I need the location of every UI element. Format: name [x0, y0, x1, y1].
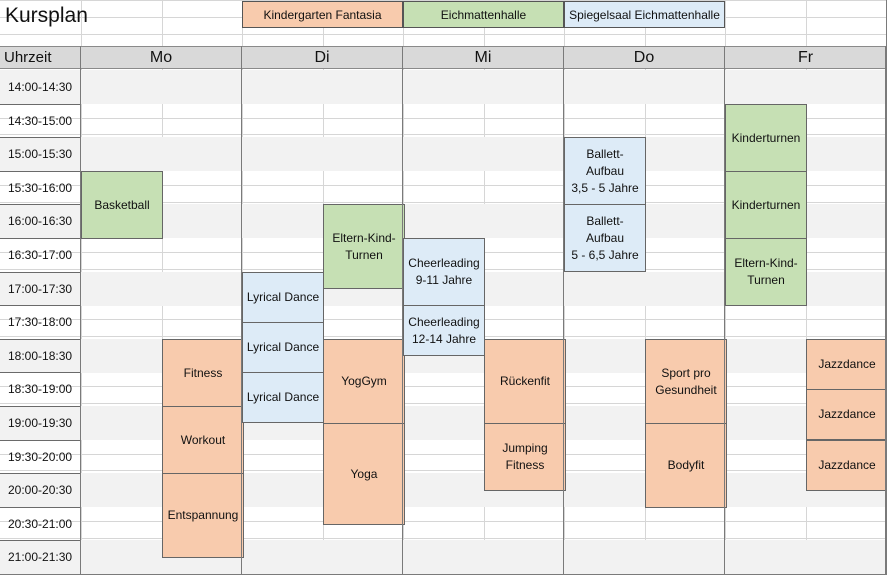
course-block[interactable]: Kinderturnen [725, 171, 807, 239]
row-band [0, 540, 887, 574]
course-block[interactable]: Basketball [81, 171, 163, 239]
day-column-separator [80, 46, 81, 575]
course-block[interactable]: Lyrical Dance [242, 322, 324, 373]
time-slot-label: 18:00-18:30 [8, 349, 73, 363]
time-slot-label: 17:30-18:00 [8, 315, 73, 329]
legend-kindergarten-fantasia: Kindergarten Fantasia [242, 1, 403, 28]
header-day-mi: Mi [474, 48, 492, 66]
legend-eichmattenhalle: Eichmattenhalle [403, 1, 564, 28]
course-block[interactable]: Fitness [162, 339, 244, 407]
course-block[interactable]: Entspannung [162, 473, 244, 558]
course-block[interactable]: Rückenfit [484, 339, 566, 424]
time-slot-label: 20:00-20:30 [8, 483, 73, 497]
time-slot-label: 16:00-16:30 [8, 214, 73, 228]
day-column-separator [885, 46, 886, 575]
course-block[interactable]: Jazzdance [806, 339, 887, 390]
day-column-separator [724, 46, 725, 575]
time-slot-label: 14:30-15:00 [8, 114, 73, 128]
page-title: Kursplan [5, 4, 88, 27]
row-band [0, 473, 887, 507]
course-block[interactable]: Cheerleading 9-11 Jahre [403, 238, 485, 306]
time-slot-label: 21:00-21:30 [8, 550, 73, 564]
course-block[interactable]: Lyrical Dance [242, 272, 324, 323]
time-slot-label: 16:30-17:00 [8, 248, 73, 262]
header-day-do: Do [633, 48, 655, 66]
course-block[interactable]: Eltern-Kind- Turnen [323, 204, 405, 289]
time-slot-label: 18:30-19:00 [8, 382, 73, 396]
row-band [0, 406, 887, 440]
header-time: Uhrzeit [4, 49, 52, 66]
gridline [0, 470, 887, 471]
course-block[interactable]: Eltern-Kind- Turnen [725, 238, 807, 306]
course-block[interactable]: Lyrical Dance [242, 372, 324, 423]
day-column-separator [563, 46, 564, 575]
course-block[interactable]: Ballett- Aufbau 5 - 6,5 Jahre [564, 204, 646, 272]
header-day-mo: Mo [149, 48, 173, 66]
course-block[interactable]: Sport pro Gesundheit [645, 339, 727, 424]
legend-spiegelsaal-eichmattenhalle: Spiegelsaal Eichmattenhalle [564, 1, 725, 28]
course-block[interactable]: Jumping Fitness [484, 423, 566, 491]
course-block[interactable]: Kinderturnen [725, 104, 807, 172]
time-slot-label: 19:30-20:00 [8, 450, 73, 464]
course-block[interactable]: Ballett- Aufbau 3,5 - 5 Jahre [564, 137, 646, 205]
time-slot-label: 14:00-14:30 [8, 80, 73, 94]
time-slot-label: 19:00-19:30 [8, 416, 73, 430]
course-block[interactable]: Bodyfit [645, 423, 727, 508]
course-block[interactable]: Workout [162, 406, 244, 474]
gridline [0, 521, 887, 522]
time-slot-label: 15:00-15:30 [8, 147, 73, 161]
header-day-di: Di [314, 48, 330, 66]
time-slot-label: 15:30-16:00 [8, 181, 73, 195]
course-block[interactable]: YogGym [323, 339, 405, 424]
course-block[interactable]: Jazzdance [806, 440, 887, 491]
course-block[interactable]: Yoga [323, 423, 405, 525]
time-slot-label: 17:00-17:30 [8, 282, 73, 296]
gridline [0, 34, 887, 35]
course-block[interactable]: Jazzdance [806, 389, 887, 440]
row-band [0, 70, 887, 104]
course-block[interactable]: Cheerleading 12-14 Jahre [403, 305, 485, 356]
gridline [0, 386, 887, 387]
header-row [0, 46, 887, 69]
gridline [0, 403, 887, 404]
header-day-fr: Fr [797, 48, 814, 66]
day-column-separator [402, 46, 403, 575]
gridline [0, 454, 887, 455]
gridline [0, 538, 887, 539]
time-slot-label: 20:30-21:00 [8, 517, 73, 531]
day-column-separator [241, 46, 242, 575]
